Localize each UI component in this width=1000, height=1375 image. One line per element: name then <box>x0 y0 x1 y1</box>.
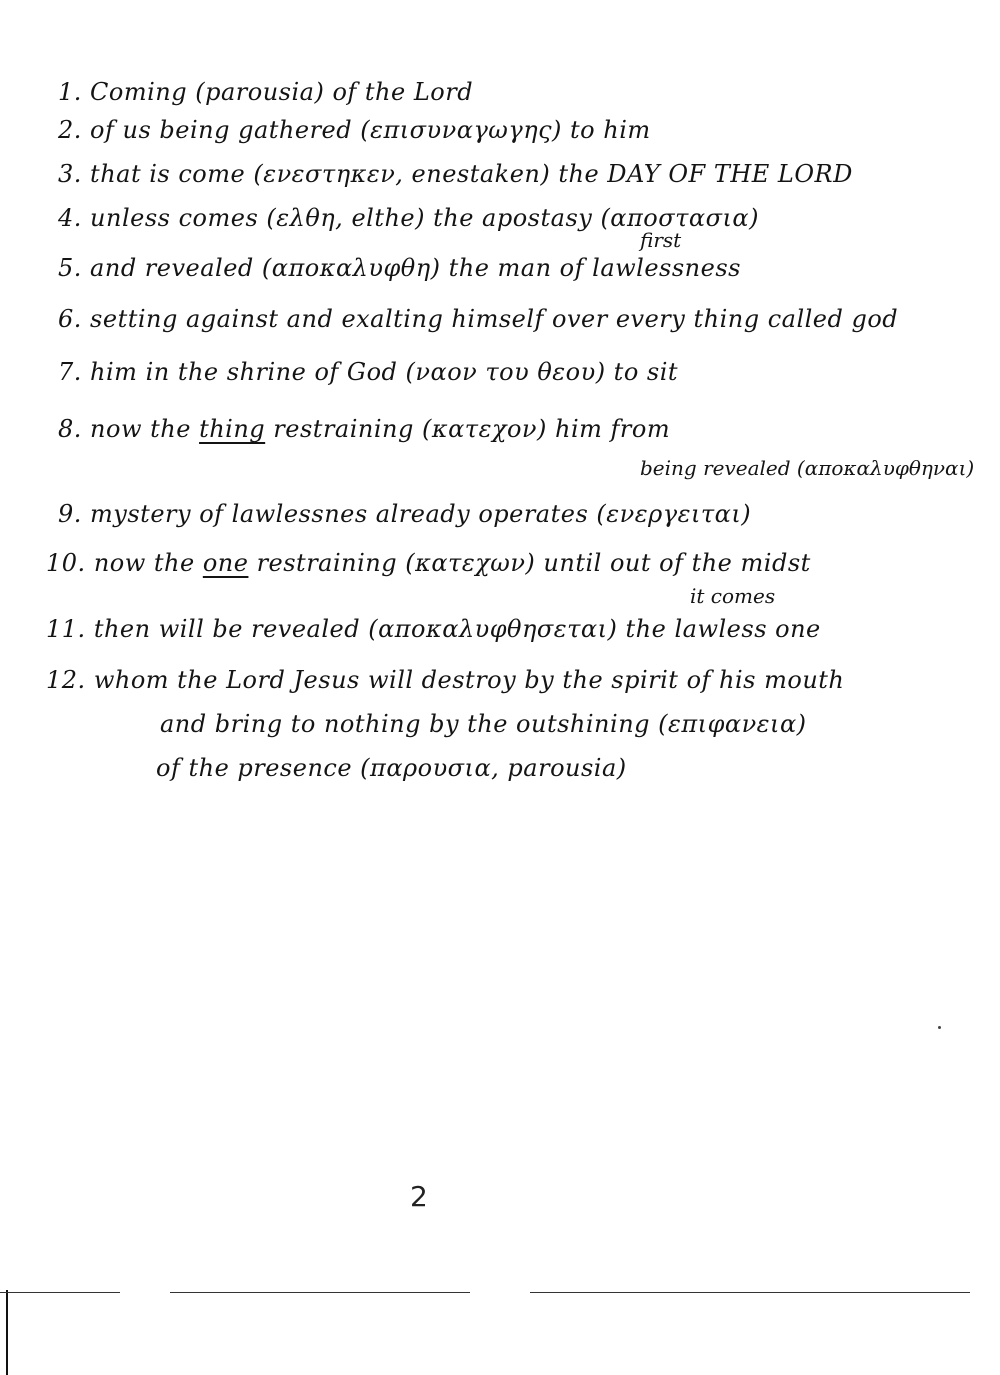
list-item-continuation: and bring to nothing by the outshining (επιφανεια) <box>160 710 807 738</box>
list-item <box>58 500 751 528</box>
list-item <box>46 615 821 643</box>
item-text: whom the Lord Jesus will destroy by the spirit of his mouth <box>93 666 845 694</box>
scan-speck <box>938 1026 941 1029</box>
item-number: 1. <box>58 78 82 106</box>
item-number: 9. <box>58 500 82 528</box>
list-item <box>58 358 678 386</box>
item-number: 12. <box>46 666 86 694</box>
item-text-post: man of lawlessness <box>497 254 741 282</box>
list-item <box>58 160 853 188</box>
list-item <box>58 415 670 443</box>
item-number: 11. <box>46 615 86 643</box>
scan-line <box>530 1292 970 1293</box>
note-first: first <box>640 228 682 252</box>
item-number: 8. <box>58 415 82 443</box>
item-text-post: restraining (κατεχον) him from <box>265 415 671 443</box>
item-text: setting against and exalting himself over every thing called god <box>90 305 899 333</box>
item-text: unless comes (ελθη, elthe) the apostasy (αποστασια) <box>90 204 759 232</box>
list-item <box>58 78 473 106</box>
list-item <box>58 116 651 144</box>
item-text: mystery of lawlessnes already operates (ενεργειται) <box>90 500 752 528</box>
item-text-pre: and revealed (αποκαλυφθη) the <box>90 254 498 282</box>
item-number: 5. <box>58 254 82 282</box>
list-item <box>58 254 741 282</box>
item-number: 2. <box>58 116 82 144</box>
item-text: that is come (ενεστηκεν, enestaken) the DAY OF THE LORD <box>90 160 853 188</box>
page-number: 2 <box>410 1180 428 1213</box>
item-text-pre: now the <box>93 549 203 577</box>
list-item <box>46 549 811 577</box>
item-text-post: restraining (κατεχων) until out of the midst <box>248 549 811 577</box>
list-item-continuation: of the presence (παρουσια, parousia) <box>156 754 627 782</box>
item-number: 4. <box>58 204 82 232</box>
item-text-pre: now the <box>90 415 200 443</box>
item-text-underlined: thing <box>199 415 266 443</box>
item-text: then will be revealed (αποκαλυφθησεται) the lawless one <box>93 615 821 643</box>
note-being-revealed: being revealed (αποκαλυφθηναι) <box>640 456 975 480</box>
list-item <box>46 666 844 694</box>
item-number: 10. <box>46 549 86 577</box>
scan-line <box>0 1292 120 1293</box>
item-number: 3. <box>58 160 82 188</box>
scan-line <box>170 1292 470 1293</box>
item-number: 7. <box>58 358 82 386</box>
item-number: 6. <box>58 305 82 333</box>
item-text: of us being gathered (επισυναγωγης) to him <box>90 116 651 144</box>
list-item <box>58 305 898 333</box>
item-text-underlined: one <box>202 549 249 577</box>
note-it-comes: it comes <box>690 584 776 608</box>
item-text: him in the shrine of God (ναον του θεου) to sit <box>90 358 679 386</box>
item-text: Coming (parousia) of the Lord <box>90 78 474 106</box>
scan-edge <box>6 1290 8 1375</box>
